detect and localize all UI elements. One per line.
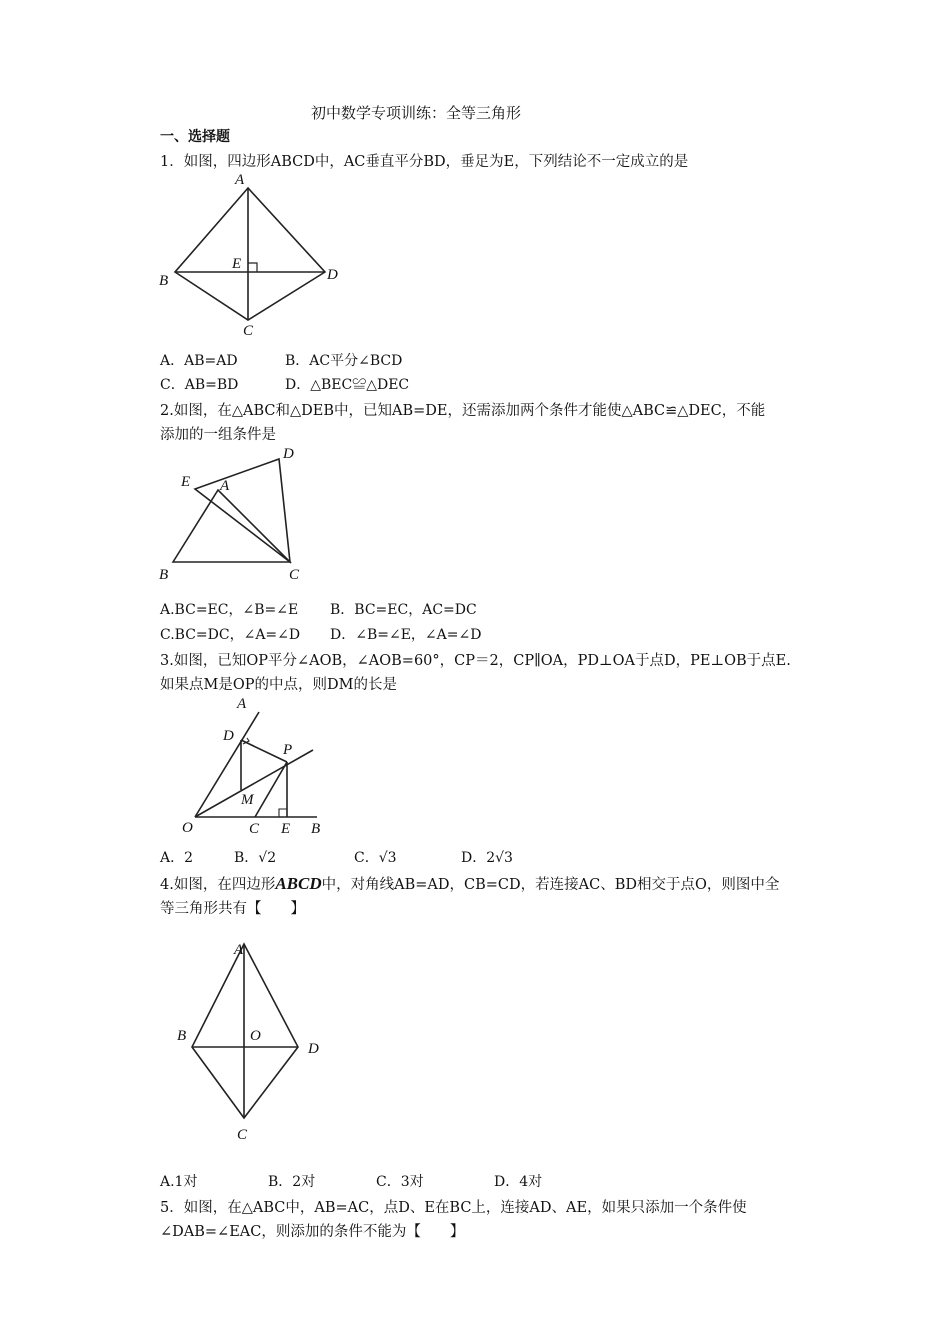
q4-label-c: C	[237, 1127, 248, 1143]
q2-option-a: A.BC=EC，∠B=∠E	[160, 602, 299, 618]
q3-label-p: P	[283, 742, 293, 758]
q3-stem-line2: 如果点M是OP的中点，则DM的长是	[160, 677, 397, 693]
q4-quadrilateral	[192, 944, 298, 1118]
q3-label-d: D	[223, 728, 234, 744]
q2-option-b: B．BC=EC，AC=DC	[330, 602, 477, 618]
q3-label-b: B	[311, 821, 321, 837]
q4-stem-post: 中，对角线AB=AD，CB=CD，若连接AC、BD相交于点O，则图中全	[321, 877, 780, 893]
q4-label-d: D	[308, 1041, 319, 1057]
q3-label-m: M	[241, 792, 254, 808]
q5-stem-line1: 5．如图，在△ABC中，AB=AC，点D、E在BC上，连接AD、AE，如果只添加一个条件使	[160, 1200, 747, 1216]
q3-label-o: O	[182, 820, 193, 836]
q3-label-c: C	[249, 821, 260, 837]
q4-label-o: O	[250, 1028, 261, 1044]
q3-right-angle-e	[279, 809, 287, 817]
page-title: 初中数学专项训练：全等三角形	[311, 104, 522, 122]
q2-stem-line2: 添加的一组条件是	[160, 427, 276, 443]
q2-label-d: D	[283, 446, 294, 462]
q4-label-a: A	[234, 942, 244, 958]
q4-stem-pre: 4.如图，在四边形	[160, 877, 276, 893]
q1-option-a: A．AB=AD	[160, 353, 238, 369]
q2-triangle-abc	[173, 490, 290, 562]
q1-option-d: D．△BEC≌△DEC	[285, 377, 410, 393]
q3-segment-pd	[241, 740, 287, 762]
q2-label-c: C	[289, 567, 300, 583]
q4-stem-line2: 等三角形共有【 】	[160, 901, 305, 917]
q2-stem-line1: 2.如图，在△ABC和△DEB中，已知AB=DE，还需添加两个条件才能使△ABC≌△DEC，不能	[160, 403, 766, 419]
q1-option-c: C．AB=BD	[160, 377, 239, 393]
q1-quadrilateral	[175, 188, 325, 320]
q1-label-a: A	[235, 172, 245, 188]
q2-option-c: C.BC=DC，∠A=∠D	[160, 627, 301, 643]
q2-label-b: B	[159, 567, 169, 583]
q1-label-c: C	[243, 323, 254, 339]
q4-stem-line1	[160, 874, 779, 895]
q3-option-a: A．2	[160, 850, 194, 866]
q4-stem-italic: ABCD	[275, 874, 322, 893]
q3-figure	[175, 692, 345, 842]
q4-figure	[160, 922, 330, 1147]
q2-label-e: E	[181, 474, 191, 490]
q2-label-a: A	[220, 478, 230, 494]
q4-option-b: B．2对	[268, 1174, 316, 1190]
q4-option-c: C．3对	[376, 1174, 424, 1190]
q3-option-b: B．√2	[234, 850, 277, 866]
q3-ray-op	[195, 750, 313, 817]
q1-right-angle-mark	[248, 263, 257, 272]
q3-stem-line1: 3.如图，已知OP平分∠AOB，∠AOB=60°，CP＝2，CP∥OA，PD⊥OA于点D，PE⊥OB于点E.	[160, 653, 791, 669]
q1-option-b: B．AC平分∠BCD	[285, 353, 403, 369]
q3-option-c: C．√3	[354, 850, 397, 866]
section-heading: 一、选择题	[160, 129, 230, 145]
q2-option-d: D．∠B=∠E，∠A=∠D	[330, 627, 482, 643]
q4-option-d: D．4对	[494, 1174, 543, 1190]
q1-label-b: B	[159, 273, 169, 289]
q4-label-b: B	[177, 1028, 187, 1044]
q4-option-a: A.1对	[160, 1174, 198, 1190]
q1-figure	[155, 170, 355, 340]
q2-triangle-dec	[195, 459, 290, 562]
q1-label-e: E	[232, 256, 242, 272]
q3-label-a: A	[237, 696, 247, 712]
q3-label-e: E	[281, 821, 291, 837]
q1-label-d: D	[327, 267, 338, 283]
q2-figure	[155, 442, 315, 587]
q1-stem: 1．如图，四边形ABCD中，AC垂直平分BD，垂足为E，下列结论不一定成立的是	[160, 154, 689, 170]
q5-stem-line2: ∠DAB=∠EAC，则添加的条件不能为【 】	[160, 1224, 465, 1240]
q3-option-d: D．2√3	[461, 850, 513, 866]
